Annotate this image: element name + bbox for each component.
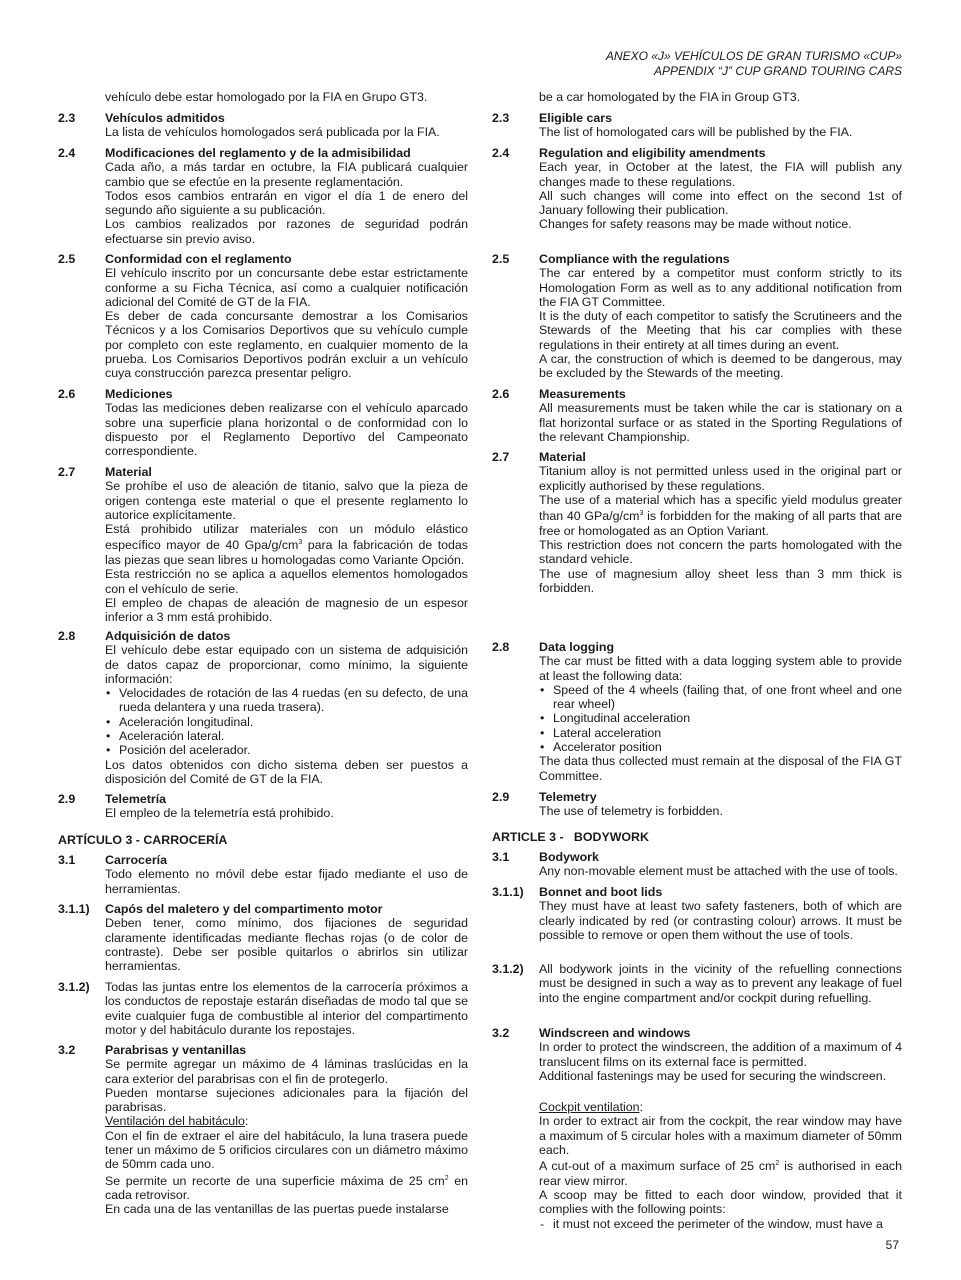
es-section-3-2: 3.2 Parabrisas y ventanillas Se permite agregar un máximo de 4 láminas traslúcidas en la cara exterior del parabrisas con el fin de protegerlo. Pueden montarse sujeciones adicionales para la fijación del parabrisas. Ventilación del habitáculo: Con el fin de extraer el aire del habitáculo, la luna trasera puede tener un máximo de 5 orificios circulares con un diámetro máximo de 50mm cada uno. Se permite un recorte de una superficie máxima de 25 $cm^2$ en cada retrovisor. En cada una de las ventanillas de las puertas puede instalarse xyxy=(58,1043,468,1217)
en-section-3-1-1: 3.1.1) Bonnet and boot lids They must have at least two safety fasteners, both of which are clearly indicated by red (or contrasting colour) arrows. It must be possible to remove or open them without the use of tools. xyxy=(492,885,902,942)
section-title: Data logging xyxy=(539,640,615,654)
es-intro: vehículo debe estar homologado por la FIA en Grupo GT3. xyxy=(105,90,428,104)
ventilation-subtitle: Cockpit ventilation xyxy=(539,1100,640,1115)
list-item: - it must not exceed the perimeter of the window, must have a xyxy=(539,1217,902,1231)
section-title: Windscreen and windows xyxy=(539,1026,691,1040)
section-title: Bonnet and boot lids xyxy=(539,885,663,899)
es-data-list xyxy=(105,686,468,757)
section-title: Telemetría xyxy=(105,792,167,806)
section-title: Regulation and eligibility amendments xyxy=(539,146,766,160)
es-article-3-title: ARTÍCULO 3 - CARROCERÍA xyxy=(58,833,228,847)
section-title: Eligible cars xyxy=(539,111,613,125)
en-intro: be a car homologated by the FIA in Group GT3. xyxy=(539,90,801,104)
section-title: Capós del maletero y del compartimento motor xyxy=(105,902,383,916)
header-line-2: APPENDIX “J” CUP GRAND TOURING CARS xyxy=(653,64,902,78)
section-title: Material xyxy=(539,450,586,464)
section-title: Adquisición de datos xyxy=(105,629,231,643)
es-section-2-6: 2.6 Mediciones Todas las mediciones deben realizarse con el vehículo aparcado sobre una superficie plana horizontal o de conformidad con lo dispuesto por el Reglamento Deportivo del Campeonato correspondiente. xyxy=(58,387,468,459)
en-section-2-5: 2.5 Compliance with the regulations The car entered by a competitor must conform strictly to its Homologation Form as well as to any additional notification from the FIA GT Committee. It is the duty of each competitor to satisfy the Scrutineers and the Stewards of the Meeting that his car complies with these regulations in their entirety at all times during an event. A car, the construction of which is deemed to be dangerous, may be excluded by the Stewards of the meeting. xyxy=(492,252,902,381)
es-section-2-4: 2.4 Modificaciones del reglamento y de la admisibilidad Cada año, a más tardar en octubre, la FIA publicará cualquier cambio que se efectúe en la presente reglamentación. Todos esos cambios entrarán en vigor el día 1 de enero del segundo año siguiente a su publicación. Los cambios realizados por razones de seguridad podrán efectuarse sin previo aviso. xyxy=(58,146,468,246)
list-item: • Aceleración lateral. xyxy=(105,729,468,743)
en-section-2-8: 2.8 Data logging The car must be fitted with a data logging system able to provide at least the following data: • Speed of the 4 wheels (failing that, of one front wheel and one rear wheel) • Longitudinal acceleration • Lateral acceleration • Accelerator position The data thus collected must remain at the disposal of the FIA GT Committee. xyxy=(492,640,902,783)
en-section-3-1-2: 3.1.2) All bodywork joints in the vicinity of the refuelling connections must be designed in such a way as to prevent any leakage of fuel into the engine compartment and/or cockpit during refuelling. xyxy=(492,962,902,1005)
en-data-list xyxy=(539,683,902,754)
es-section-3-1-1: 3.1.1) Capós del maletero y del compartimento motor Deben tener, como mínimo, dos fijaciones de seguridad claramente identificadas mediante flechas rojas (o de color de contraste). Debe ser posible quitarlos o abrirlos sin utilizar herramientas. xyxy=(58,902,468,974)
en-section-3-1: 3.1 Bodywork Any non-movable element must be attached with the use of tools. xyxy=(492,850,902,879)
section-title: Conformidad con el reglamento xyxy=(105,252,292,266)
en-section-2-7: 2.7 Material Titanium alloy is not permitted unless used in the original part or explicitly authorised by these regulations. The use of a material which has a specific yield modulus greater than 40 GPa/$g/cm^3$ is forbidden for the making of all parts that are free or homologated as an Option Variant. This restriction does not concern the parts homologated with the standard vehicle. The use of magnesium alloy sheet less than 3 mm thick is forbidden. xyxy=(492,450,902,595)
en-section-2-3: 2.3 Eligible cars The list of homologated cars will be published by the FIA. xyxy=(492,111,902,140)
list-item: • Speed of the 4 wheels (failing that, of one front wheel and one rear wheel) xyxy=(539,683,902,712)
section-title: Compliance with the regulations xyxy=(539,252,730,266)
en-section-2-9: 2.9 Telemetry The use of telemetry is forbidden. xyxy=(492,790,902,819)
es-section-2-8: 2.8 Adquisición de datos El vehículo debe estar equipado con un sistema de adquisición de datos capaz de proporcionar, como mínimo, la siguiente información: • Velocidades de rotación de las 4 ruedas (en su defecto, de una rueda delantera y una rueda trasera). • Aceleración longitudinal. • Aceleración lateral. • Posición del acelerador. Los datos obtenidos con dicho sistema deben ser puestos a disposición del Comité de GT de la FIA. xyxy=(58,629,468,786)
section-title: Measurements xyxy=(539,387,626,401)
list-item: • Velocidades de rotación de las 4 ruedas (en su defecto, de una rueda delantera y una rueda trasera). xyxy=(105,686,468,715)
section-title: Parabrisas y ventanillas xyxy=(105,1043,247,1057)
es-section-2-7: 2.7 Material Se prohíbe el uso de aleación de titanio, salvo que la pieza de origen contenga este material o que el presente reglamento lo autorice explícitamente. Está prohibido utilizar materiales con un módulo elástico específico mayor de 40 Gpa/$g/cm^3$ para la fabricación de todas las piezas que sean libres u homologadas como Variante Opción. Esta restricción no se aplica a aquellos elementos homologados con el vehículo de serie. El empleo de chapas de aleación de magnesio de un espesor inferior a 3 mm está prohibido. xyxy=(58,465,469,625)
en-section-2-4: 2.4 Regulation and eligibility amendments Each year, in October at the latest, the FIA will publish any changes made to these regulations. All such changes will come into effect on the second 1st of January following their publication. Changes for safety reasons may be made without notice. xyxy=(492,146,902,232)
section-title: Material xyxy=(105,465,152,479)
page-header xyxy=(606,49,902,79)
section-title: Modificaciones del reglamento y de la admisibilidad xyxy=(105,146,411,160)
section-title: Carrocería xyxy=(105,853,167,867)
es-section-3-1: 3.1 Carrocería Todo elemento no móvil debe estar fijado mediante el uso de herramientas. xyxy=(58,853,468,896)
en-section-2-6: 2.6 Measurements All measurements must be taken while the car is stationary on a flat horizontal surface or as stated in the Sporting Regulations of the relevant Championship. xyxy=(492,387,902,444)
en-scoop-list xyxy=(539,1217,902,1231)
en-article-3-title: ARTICLE 3 - BODYWORK xyxy=(492,830,649,844)
list-item: • Aceleración longitudinal. xyxy=(105,715,468,729)
header-line-1: ANEXO «J» VEHÍCULOS DE GRAN TURISMO «CUP» xyxy=(605,49,902,63)
es-section-3-1-2: 3.1.2) Todas las juntas entre los elementos de la carrocería próximos a los conductos de repostaje estarán diseñadas de modo tal que se evite cualquier fuga de combustible al interior del compartimento motor y del habitáculo durante los repostajes. xyxy=(58,980,468,1037)
section-title: Vehículos admitidos xyxy=(105,111,225,125)
list-item: • Posición del acelerador. xyxy=(105,743,468,757)
section-title: Bodywork xyxy=(539,850,599,864)
list-item: • Accelerator position xyxy=(539,740,902,754)
ventilation-subtitle: Ventilación del habitáculo xyxy=(105,1114,245,1129)
section-title: Telemetry xyxy=(539,790,597,804)
list-item: • Lateral acceleration xyxy=(539,726,902,740)
es-section-2-5: 2.5 Conformidad con el reglamento El vehículo inscrito por un concursante debe estar estrictamente conforme a su Ficha Técnica, así como a cualquier notificación adicional del Comité de GT de la FIA. Es deber de cada concursante demostrar a los Comisarios Técnicos y a los Comisarios Deportivos que su vehículo cumple por completo con este reglamento, en cualquier momento de la prueba. Los Comisarios Deportivos podrán excluir a un vehículo cuya construcción parezca presentar peligro. xyxy=(58,252,468,381)
list-item: • Longitudinal acceleration xyxy=(539,711,902,725)
es-section-2-9: 2.9 Telemetría El empleo de la telemetría está prohibido. xyxy=(58,792,468,821)
es-section-2-3: 2.3 Vehículos admitidos La lista de vehículos homologados será publicada por la FIA. xyxy=(58,111,468,140)
en-section-3-2: 3.2 Windscreen and windows In order to protect the windscreen, the addition of a maximum of 4 translucent films on its external face is permitted. Additional fastenings may be used for securing the windscreen. Cockpit ventilation: In order to extract air from the cockpit, the rear window may have a maximum of 5 circular holes with a maximum diameter of 50mm each. A cut-out of a maximum surface of 25 $cm^2$ is authorised in each rear view mirror. A scoop may be fitted to each door window, provided that it complies with the following points: - it must not exceed the perimeter of the window, must have a xyxy=(492,1026,902,1231)
section-title: Mediciones xyxy=(105,387,173,401)
page-number: 57 xyxy=(885,1238,899,1252)
